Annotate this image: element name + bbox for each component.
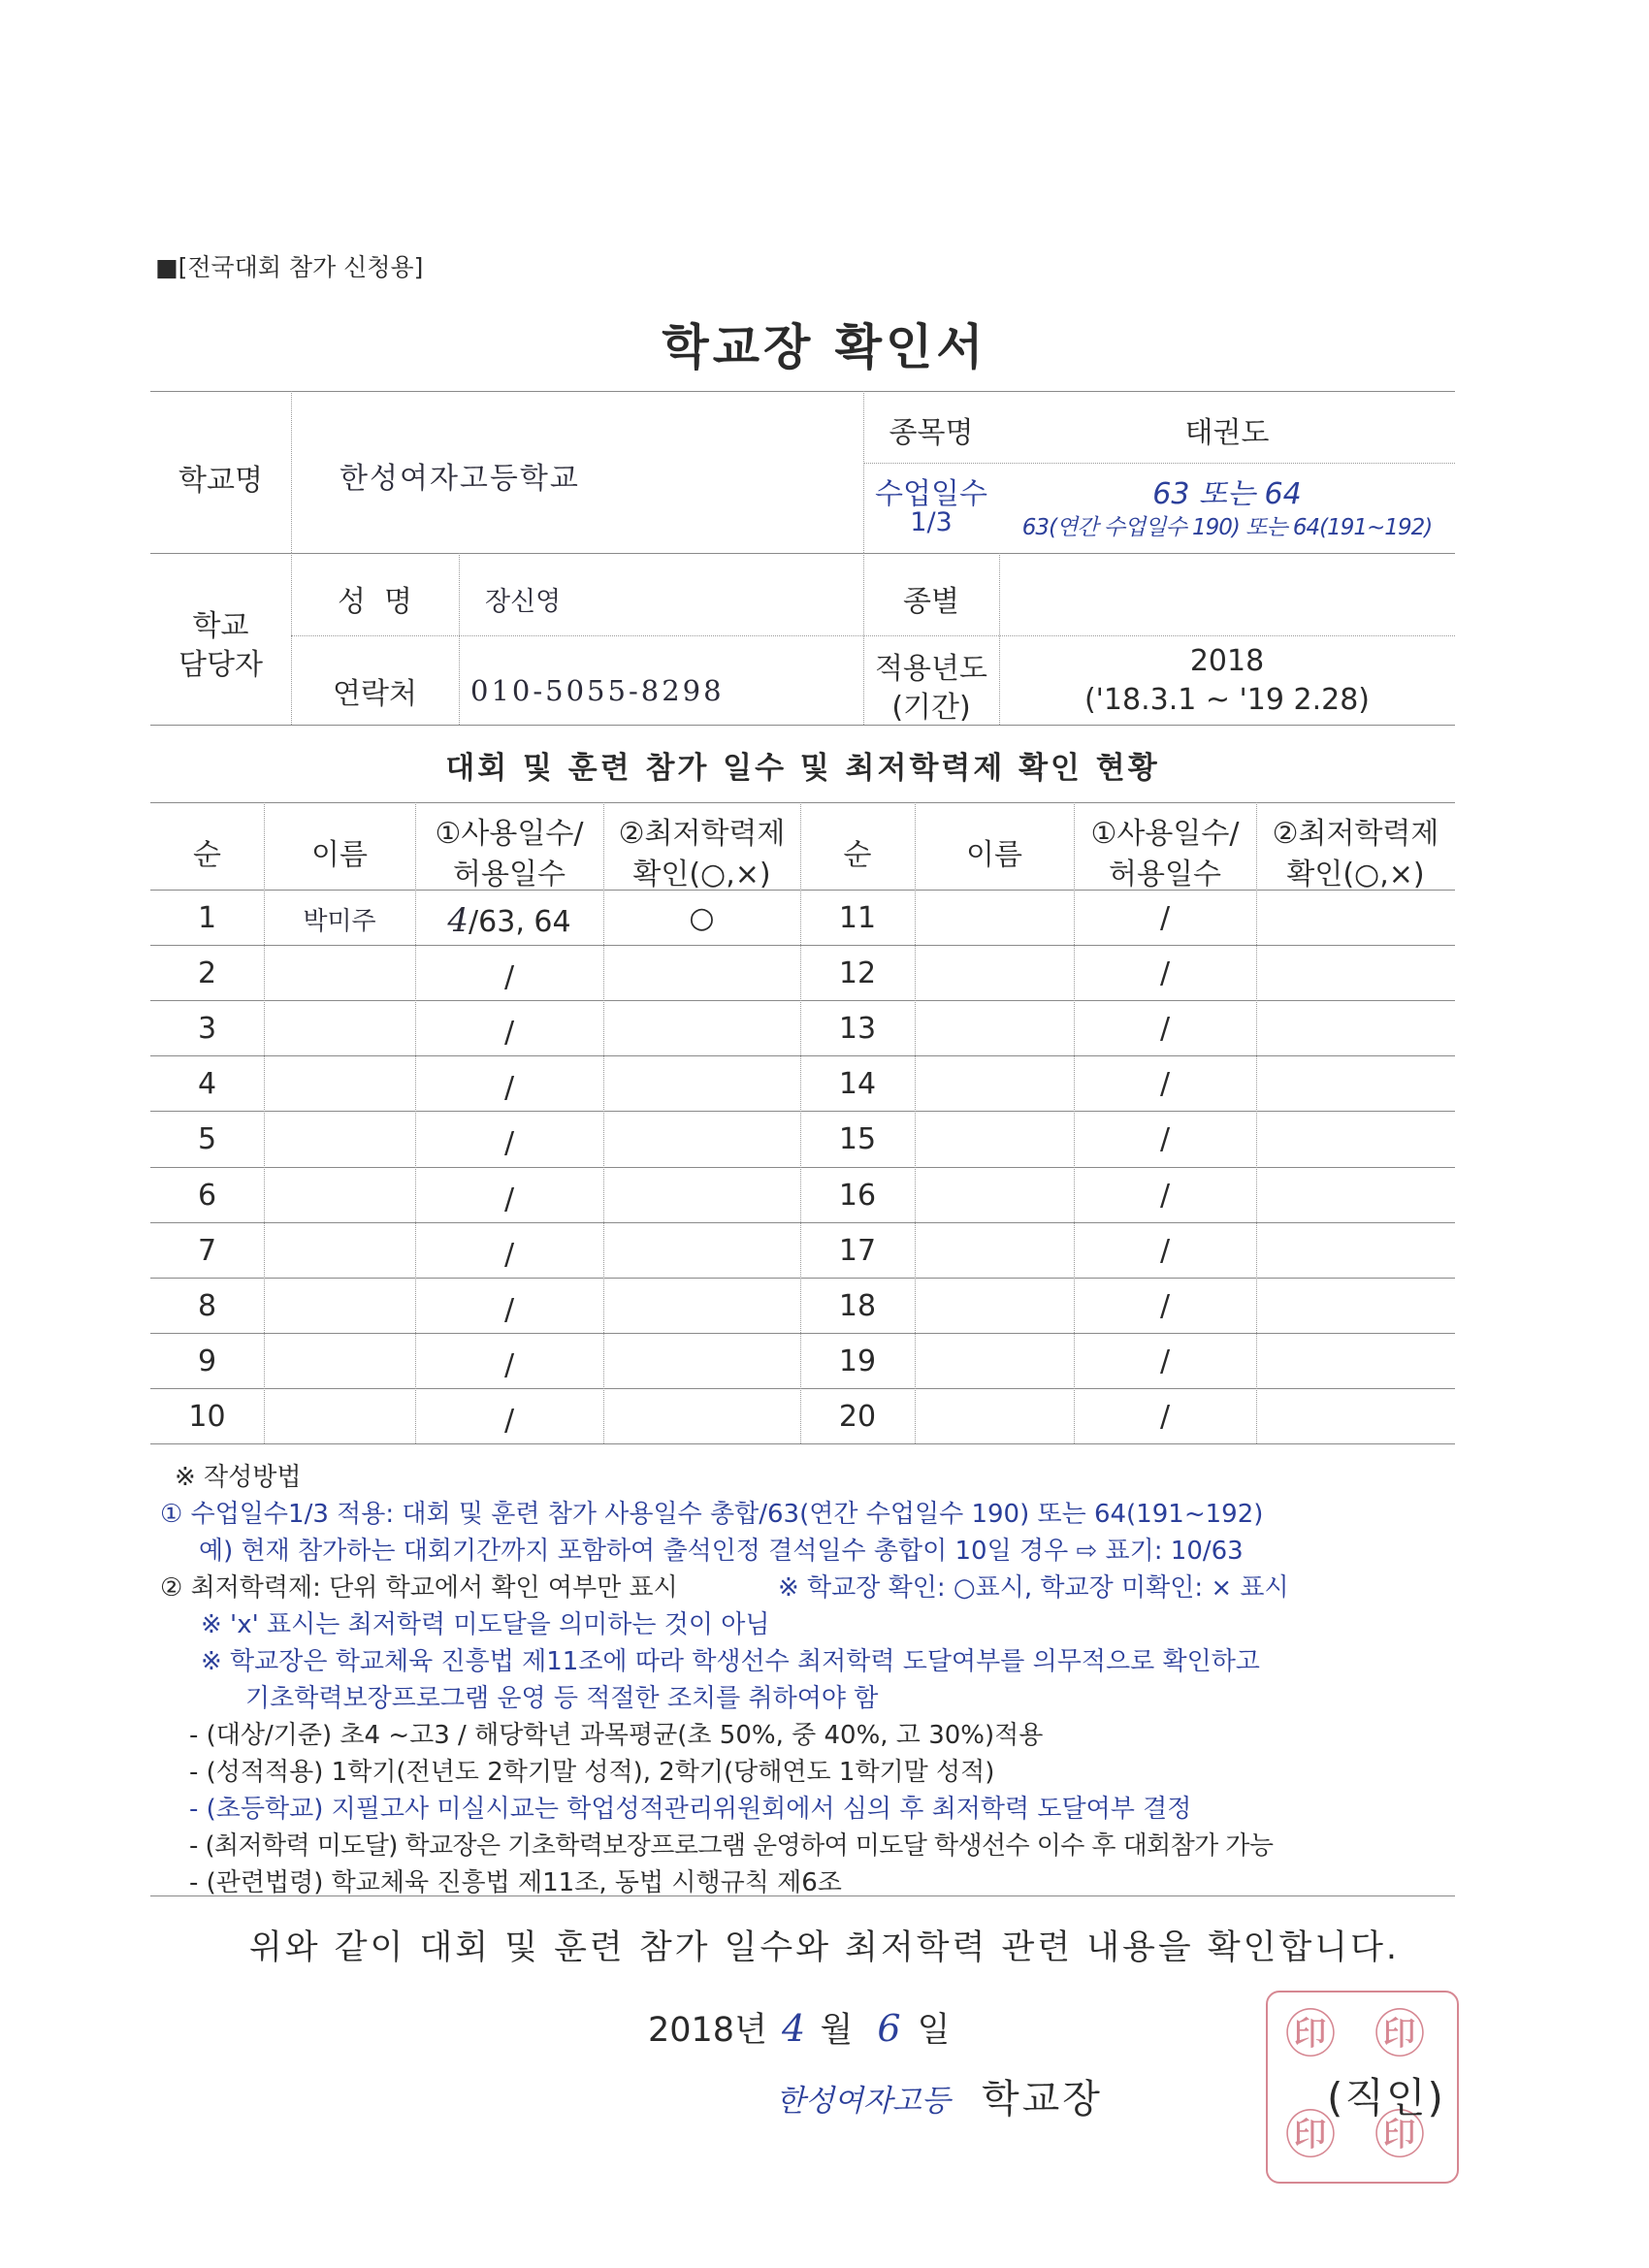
row-allowed-days: / xyxy=(503,1182,515,1216)
period-value: ('18.3.1 ~ '19 2.28) xyxy=(1083,683,1371,717)
row-allowed-right: / xyxy=(1159,901,1171,935)
rule xyxy=(150,1895,1455,1896)
row-allowed-days: / xyxy=(503,1016,515,1051)
detail-5: - (관련법령) 학교체육 진흥법 제11조, 동법 시행규칙 제6조 xyxy=(189,1868,842,1897)
event-value: 태권도 xyxy=(1184,416,1270,450)
class-days-label: 수업일수 xyxy=(875,477,987,511)
row-number: 7 xyxy=(197,1233,217,1268)
row-rule xyxy=(150,1055,1455,1056)
rule xyxy=(150,802,1455,803)
row-used-allowed xyxy=(415,1289,603,1328)
row-allowed-days: / xyxy=(503,960,515,995)
class-days-note: 63(연간 수업일수 190) 또는 64(191~192) xyxy=(1021,515,1433,540)
row-rule xyxy=(150,1222,1455,1223)
row-allowed-right: / xyxy=(1159,1344,1171,1378)
row-number-right: 18 xyxy=(838,1288,877,1323)
note-2-mark: ※ 학교장 확인: ○표시, 학교장 미확인: × 표시 xyxy=(778,1573,1289,1603)
date-month-unit: 월 xyxy=(820,2011,854,2050)
row-allowed-days: /63, 64 xyxy=(469,905,571,939)
row-used-allowed xyxy=(415,956,603,995)
row-used-allowed xyxy=(415,1179,603,1217)
name-value: 장신영 xyxy=(485,587,562,617)
row-number-right: 19 xyxy=(838,1344,877,1378)
row-allowed-days: / xyxy=(503,1126,515,1161)
rule xyxy=(291,635,1455,636)
col-header-no-right: 순 xyxy=(843,838,872,872)
col-header-days-right-2: 허용일수 xyxy=(1109,858,1221,891)
rule xyxy=(459,553,460,725)
row-name: 박미주 xyxy=(303,907,376,936)
note-1-example: 예) 현재 참가하는 대회기간까지 포함하여 출석인정 결석일수 총합이 10일 경우 ⇨ 표기: 10/63 xyxy=(199,1537,1244,1566)
row-number: 2 xyxy=(197,956,217,991)
row-rule xyxy=(150,1167,1455,1168)
year-label: 적용년도 xyxy=(875,652,987,686)
form-type-tag: ■[전국대회 참가 신청용] xyxy=(155,253,424,281)
manager-label-line1: 학교 xyxy=(192,609,249,643)
contact-label: 연락처 xyxy=(333,677,417,711)
date-day-unit: 일 xyxy=(917,2011,951,2050)
row-number-right: 20 xyxy=(838,1399,877,1434)
row-number: 1 xyxy=(197,901,217,935)
rule xyxy=(863,463,1455,464)
row-number: 6 xyxy=(197,1178,217,1213)
row-number: 3 xyxy=(197,1012,217,1047)
col-header-name: 이름 xyxy=(311,838,368,872)
row-used-allowed xyxy=(415,1067,603,1106)
row-number-right: 16 xyxy=(838,1178,877,1213)
principal-title: 학교장 xyxy=(982,2077,1103,2122)
col-header-check: ②최저학력제 xyxy=(618,817,786,851)
school-signature: 한성여자고등 xyxy=(776,2084,951,2119)
rule xyxy=(291,391,292,553)
detail-1: - (대상/기준) 초4 ~고3 / 해당학년 과목평균(초 50%, 중 40%, 고 30%)적용 xyxy=(189,1721,1044,1750)
row-allowed-right: / xyxy=(1159,1122,1171,1157)
row-allowed-right: / xyxy=(1159,1288,1171,1323)
detail-4: - (최저학력 미도달) 학교장은 기초학력보장프로그램 운영하여 미도달 학생선수 이수 후 대회참가 가능 xyxy=(189,1831,1274,1861)
rule xyxy=(603,802,604,1443)
row-number-right: 13 xyxy=(838,1012,877,1047)
row-allowed-days: / xyxy=(503,1071,515,1106)
confirm-statement: 위와 같이 대회 및 훈련 참가 일수와 최저학력 관련 내용을 확인합니다. xyxy=(248,1928,1401,1967)
col-header-days: ①사용일수/ xyxy=(435,817,584,851)
official-seal: ㊞ ㊞ ㊞ ㊞ xyxy=(1266,1991,1459,2184)
year-value: 2018 xyxy=(1189,644,1265,678)
rule xyxy=(150,553,1455,554)
name-label: 성 명 xyxy=(337,585,413,619)
row-check: ○ xyxy=(689,901,715,935)
manager-label-line2: 담당자 xyxy=(178,648,263,682)
row-number-right: 17 xyxy=(838,1233,877,1268)
page-title: 학교장 확인서 xyxy=(662,319,987,375)
row-allowed-days: / xyxy=(503,1403,515,1438)
row-allowed-days: / xyxy=(503,1347,515,1382)
rule xyxy=(264,802,265,1443)
row-number-right: 14 xyxy=(838,1067,877,1102)
row-number-right: 15 xyxy=(838,1122,877,1157)
row-used-allowed xyxy=(415,1400,603,1439)
row-number: 8 xyxy=(197,1288,217,1323)
rule xyxy=(915,802,916,1443)
event-label: 종목명 xyxy=(889,416,974,450)
row-used-allowed xyxy=(415,1012,603,1051)
row-number: 5 xyxy=(197,1122,217,1157)
row-allowed-right: / xyxy=(1159,1178,1171,1213)
col-header-check-2: 확인(○,×) xyxy=(632,858,771,891)
note-3: ※ 'x' 표시는 최저학력 미도달을 의미하는 것이 아님 xyxy=(201,1610,770,1639)
row-allowed-right: / xyxy=(1159,1399,1171,1434)
school-label: 학교명 xyxy=(178,464,263,498)
row-number: 10 xyxy=(188,1399,226,1434)
rule xyxy=(1256,802,1257,1443)
rule xyxy=(150,1443,1455,1444)
date-year: 2018년 xyxy=(648,2011,767,2050)
row-allowed-right: / xyxy=(1159,1233,1171,1268)
date-day: 6 xyxy=(877,2007,901,2050)
row-number: 4 xyxy=(197,1067,217,1102)
class-days-value: 63 또는 64 xyxy=(1152,477,1302,511)
row-allowed-days: / xyxy=(503,1292,515,1327)
row-allowed-right: / xyxy=(1159,956,1171,991)
row-used-allowed xyxy=(415,1234,603,1273)
row-allowed-days: / xyxy=(503,1237,515,1272)
col-header-days-2: 허용일수 xyxy=(453,858,566,891)
row-number-right: 11 xyxy=(838,901,877,935)
note-1: ① 수업일수1/3 적용: 대회 및 훈련 참가 사용일수 총합/63(연간 수업일수 190) 또는 64(191~192) xyxy=(160,1500,1264,1529)
row-rule xyxy=(150,1278,1455,1279)
note-2: ② 최저학력제: 단위 학교에서 확인 여부만 표시 xyxy=(160,1573,678,1603)
row-allowed-right: / xyxy=(1159,1067,1171,1102)
seal-label: (직인) xyxy=(1327,2074,1445,2122)
period-label: (기간) xyxy=(891,691,971,725)
category-label: 종별 xyxy=(903,585,959,619)
date-month: 4 xyxy=(782,2007,806,2050)
row-rule xyxy=(150,945,1455,946)
detail-3: - (초등학교) 지필고사 미실시교는 학업성적관리위원회에서 심의 후 최저학력 도달여부 결정 xyxy=(189,1795,1192,1824)
row-used-allowed xyxy=(415,1345,603,1383)
note-4-cont: 기초학력보장프로그램 운영 등 적절한 조치를 취하여야 함 xyxy=(245,1684,879,1713)
row-allowed-right: / xyxy=(1159,1012,1171,1047)
col-header-check-right-2: 확인(○,×) xyxy=(1286,858,1425,891)
row-used-allowed xyxy=(415,1122,603,1161)
school-value: 한성여자고등학교 xyxy=(340,462,580,496)
row-used-allowed xyxy=(415,901,603,940)
class-days-fraction: 1/3 xyxy=(910,507,953,537)
detail-2: - (성적적용) 1학기(전년도 2학기말 성적), 2학기(당해연도 1학기말 성적) xyxy=(189,1758,995,1787)
row-used-days: 4 xyxy=(447,901,469,940)
col-header-check-right: ②최저학력제 xyxy=(1272,817,1439,851)
col-header-name-right: 이름 xyxy=(966,838,1022,872)
row-number: 9 xyxy=(197,1344,217,1378)
rule xyxy=(150,391,1455,392)
row-number-right: 12 xyxy=(838,956,877,991)
date-line xyxy=(648,2003,950,2052)
col-header-days-right: ①사용일수/ xyxy=(1090,817,1240,851)
row-rule xyxy=(150,1388,1455,1389)
rule xyxy=(150,725,1455,726)
section-title: 대회 및 훈련 참가 일수 및 최저학력제 확인 현황 xyxy=(445,751,1160,786)
row-rule xyxy=(150,1000,1455,1001)
col-header-no: 순 xyxy=(193,838,221,872)
note-4: ※ 학교장은 학교체육 진흥법 제11조에 따라 학생선수 최저학력 도달여부를 의무적으로 확인하고 xyxy=(201,1647,1260,1676)
row-rule xyxy=(150,1111,1455,1112)
contact-value: 010-5055-8298 xyxy=(470,674,725,707)
row-rule xyxy=(150,1333,1455,1334)
notes-heading: ※ 작성방법 xyxy=(175,1463,302,1492)
